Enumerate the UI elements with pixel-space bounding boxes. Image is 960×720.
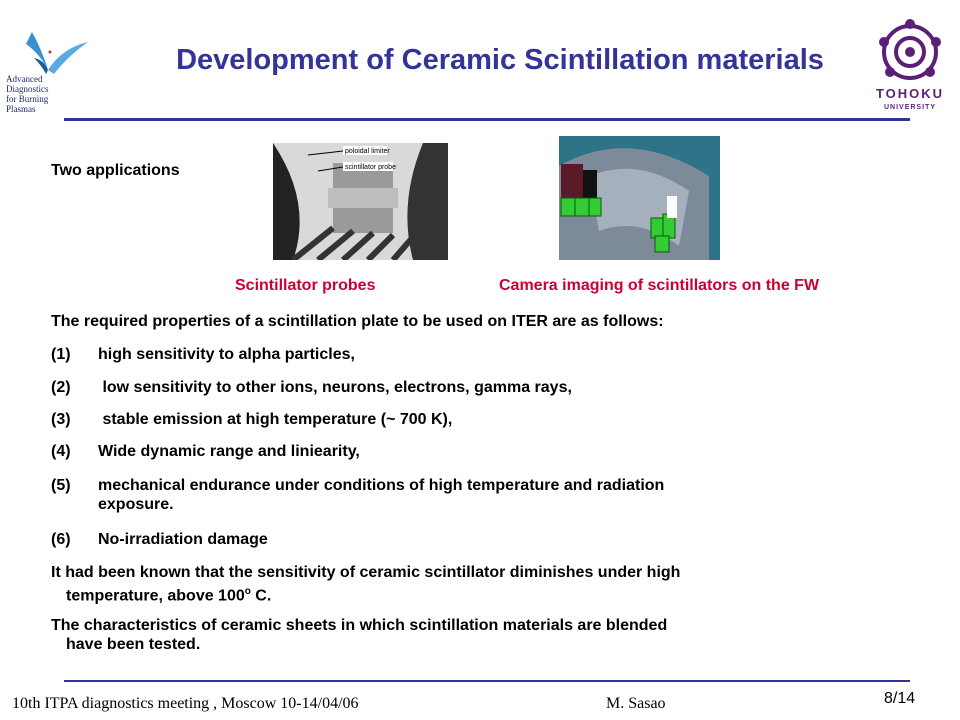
item-number: (1) xyxy=(51,346,71,363)
degree-superscript: o xyxy=(244,586,251,597)
item-number: (2) xyxy=(51,379,71,396)
item-text: high sensitivity to alpha particles, xyxy=(98,346,355,363)
known-line-1: It had been known that the sensitivity of ceramic scintillator diminishes under high xyxy=(51,564,681,581)
charac-line-2: have been tested. xyxy=(66,636,201,653)
university-sub: UNIVERSITY xyxy=(883,104,936,111)
known-paragraph xyxy=(51,563,911,605)
bird-logo-icon xyxy=(4,22,94,77)
charac-line-1: The characteristics of ceramic sheets in which scintillation materials are blended xyxy=(51,617,668,634)
photo-label-probe: scintillator probe xyxy=(345,164,396,171)
footer-author: M. Sasao xyxy=(606,695,666,712)
item-number: (3) xyxy=(51,411,71,428)
item-text: Wide dynamic range and liniearity, xyxy=(98,443,360,460)
item-text: stable emission at high temperature (~ 700 K), xyxy=(98,411,453,428)
item-number: (6) xyxy=(51,531,71,548)
first-wall-camera-image xyxy=(559,136,720,260)
known-line-2-text: temperature, above 100 xyxy=(66,587,245,605)
caption-camera-imaging: Camera imaging of scintillators on the FW xyxy=(499,277,820,294)
item-text: low sensitivity to other ions, neurons, electrons, gamma rays, xyxy=(98,379,572,396)
advanced-diagnostics-logo xyxy=(4,22,124,112)
requirements-intro: The required properties of a scintillation plate to be used on ITER are as follows: xyxy=(51,313,664,330)
university-crest-icon xyxy=(874,18,946,86)
logo-text-line-1: Advanced Diagnostics xyxy=(6,74,49,94)
title-divider xyxy=(64,118,910,121)
known-line-2 xyxy=(51,582,911,605)
scintillator-probe-photo xyxy=(273,143,448,260)
tohoku-university-logo xyxy=(874,18,954,123)
known-line-2-unit: C. xyxy=(250,587,272,605)
characteristics-paragraph xyxy=(51,616,911,654)
page-number: 8/14 xyxy=(884,690,916,707)
caption-scintillator-probes: Scintillator probes xyxy=(235,277,376,294)
photo-label-limiter: poloidal limiter xyxy=(345,148,390,155)
logo-text-line-2: for Burning Plasmas xyxy=(6,94,49,114)
university-name: TOHOKU xyxy=(875,86,945,101)
item-text: mechanical endurance under conditions of high temperature and radiation xyxy=(98,477,665,494)
footer-divider xyxy=(64,680,910,682)
footer-meeting: 10th ITPA diagnostics meeting , Moscow 10-14/04/06 xyxy=(12,695,359,712)
item-number: (5) xyxy=(51,477,71,494)
applications-label: Two applications xyxy=(51,162,180,179)
item-number: (4) xyxy=(51,443,71,460)
item-text-continued: exposure. xyxy=(98,496,174,513)
item-text: No-irradiation damage xyxy=(98,531,268,548)
slide-title: Development of Ceramic Scintillation materials xyxy=(176,44,824,76)
